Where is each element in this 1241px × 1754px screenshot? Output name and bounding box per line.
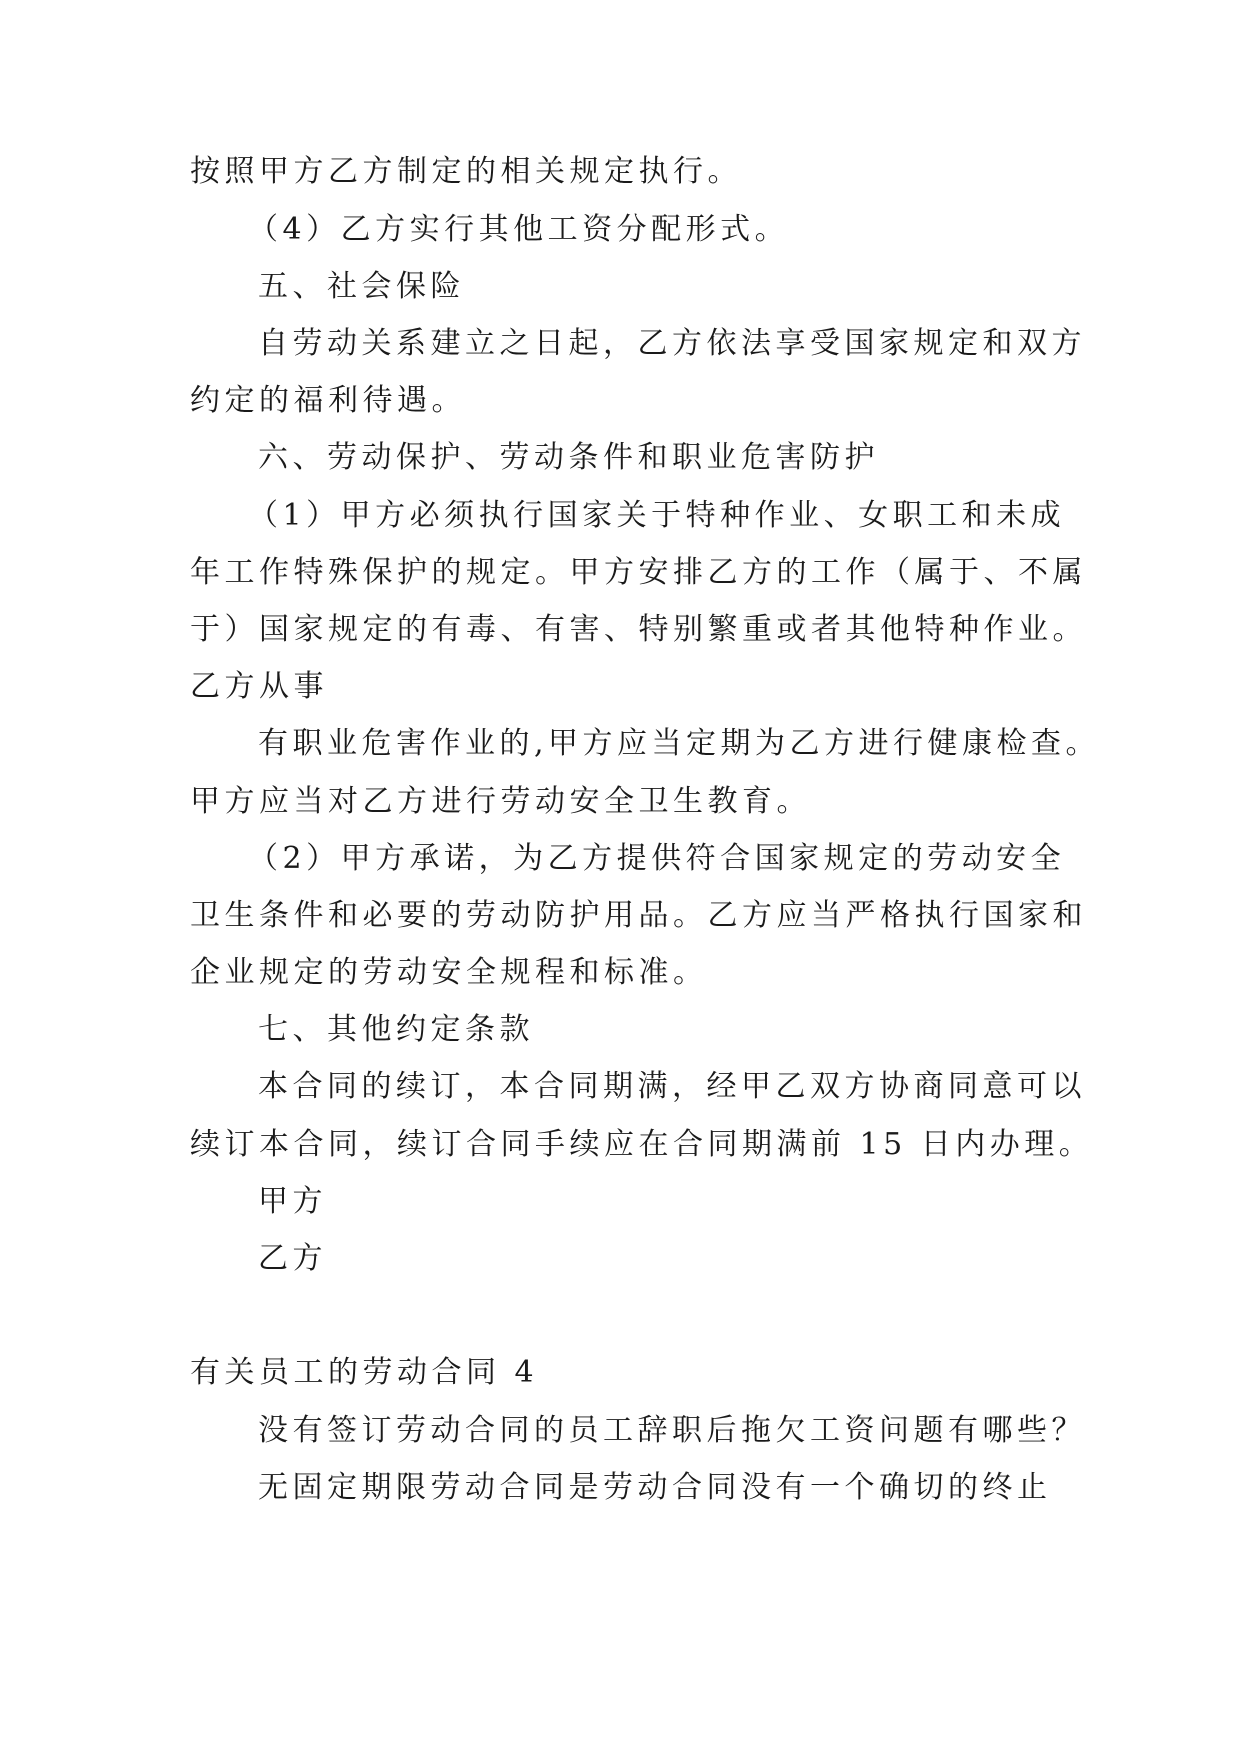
paragraph-line: 乙方从事 [190,669,328,704]
paragraph-line: 本合同的续订，本合同期满，经甲乙双方协商同意可以 [258,1069,1086,1104]
paragraph-line: 没有签订劳动合同的员工辞职后拖欠工资问题有哪些？ [258,1413,1086,1448]
paragraph-line: 卫生条件和必要的劳动防护用品。乙方应当严格执行国家和 [190,898,1087,933]
party-b-label: 乙方 [258,1241,327,1276]
section-heading: 七、其他约定条款 [258,1012,534,1047]
paragraph-line: 按照甲方乙方制定的相关规定执行。 [190,154,742,189]
party-a-label: 甲方 [258,1184,327,1219]
paragraph-line: 有职业危害作业的,甲方应当定期为乙方进行健康检查。 [258,726,1101,761]
section-heading: 六、劳动保护、劳动条件和职业危害防护 [258,440,879,475]
paragraph-line: 甲方应当对乙方进行劳动安全卫生教育。 [190,784,811,819]
paragraph-line: 年工作特殊保护的规定。甲方安排乙方的工作（属于、不属 [190,555,1087,590]
paragraph-line: （2）甲方承诺，为乙方提供符合国家规定的劳动安全 [248,841,1066,876]
paragraph-line: 自劳动关系建立之日起，乙方依法享受国家规定和双方 [258,326,1086,361]
paragraph-line: （1）甲方必须执行国家关于特种作业、女职工和未成 [248,498,1066,533]
paragraph-line: 约定的福利待遇。 [190,383,466,418]
paragraph-line: （4）乙方实行其他工资分配形式。 [248,212,790,247]
section-heading: 五、社会保险 [258,269,465,304]
paragraph-line: 于）国家规定的有毒、有害、特别繁重或者其他特种作业。 [190,612,1087,647]
document-title: 有关员工的劳动合同 4 [190,1355,539,1390]
paragraph-line: 企业规定的劳动安全规程和标准。 [190,955,708,990]
paragraph-line: 续订本合同，续订合同手续应在合同期满前 15 日内办理。 [190,1127,1094,1162]
paragraph-line: 无固定期限劳动合同是劳动合同没有一个确切的终止 [258,1470,1052,1505]
